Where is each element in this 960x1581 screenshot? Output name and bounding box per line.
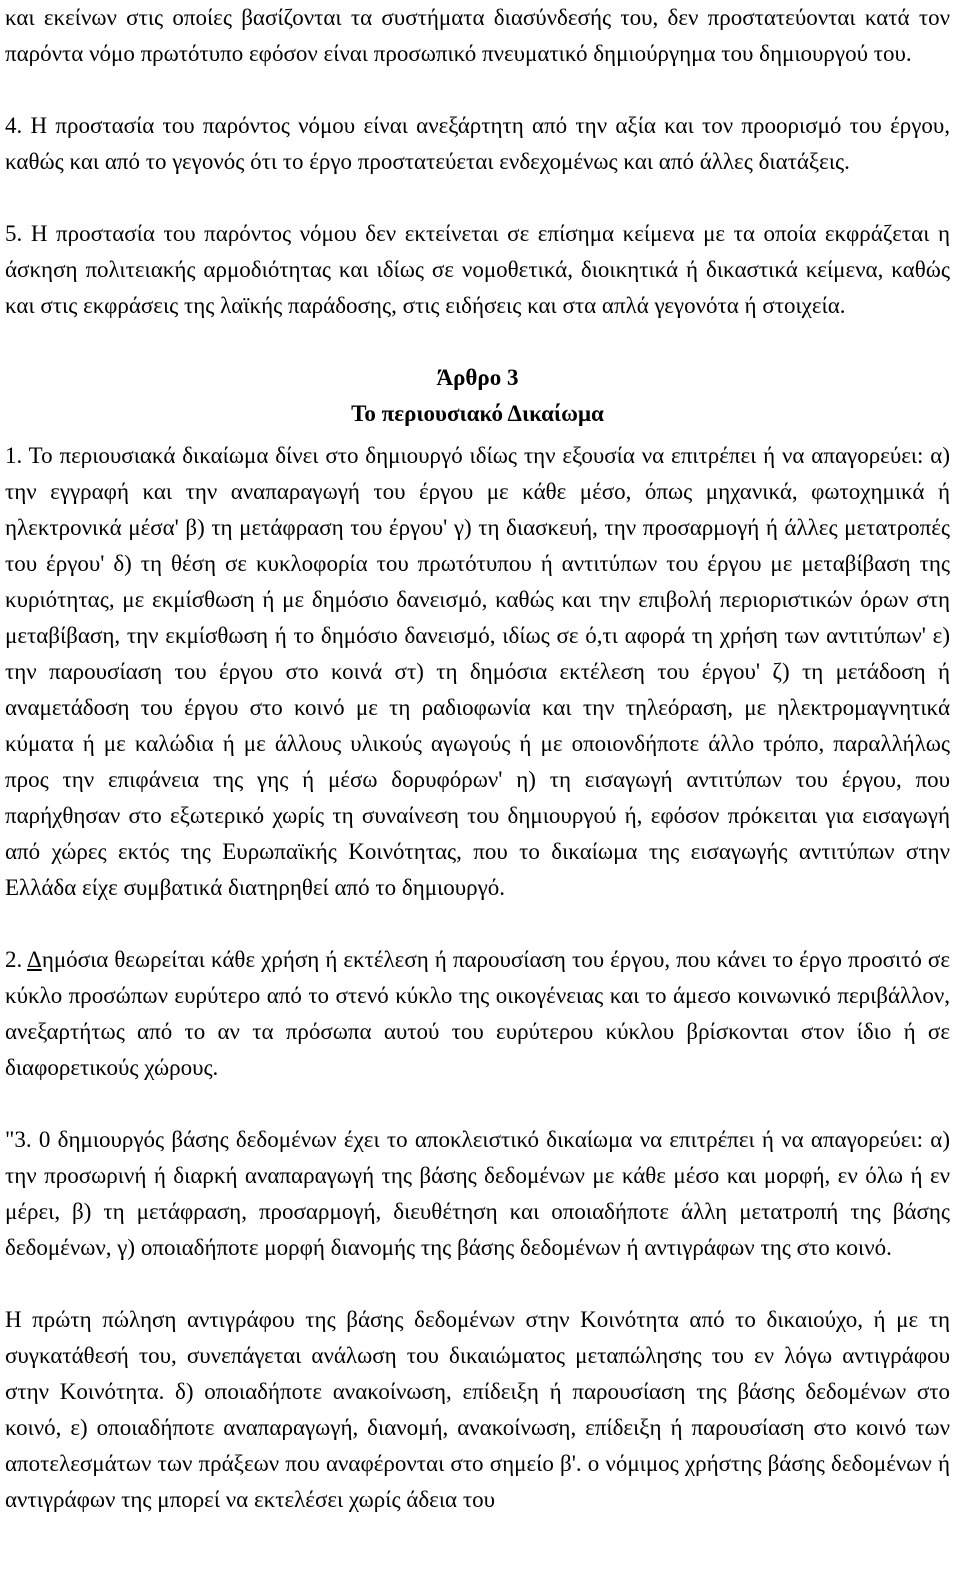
article-number: Άρθρο 3 xyxy=(436,365,519,390)
paragraph-2-underlined-letter: Δ xyxy=(27,947,42,972)
article-title: Το περιουσιακό Δικαίωμα xyxy=(351,401,604,426)
document-page xyxy=(5,0,950,1518)
paragraph-2-number: 2. xyxy=(5,947,28,972)
paragraph-5: 5. Η προστασία του παρόντος νόμου δεν εκτείνεται σε επίσημα κείμενα με τα οποία εκφράζεται η άσκηση πολιτειακής αρμοδιότητας και ιδίως σε νομοθετικά, διοικητικά ή δικαστικά κείμενα, καθώς και στις εκφράσεις της λαϊκής παράδοσης, στις ειδήσεις και στα απλά γεγονότα ή στοιχεία. xyxy=(5,221,950,318)
paragraph-2-text: ημόσια θεωρείται κάθε χρήση ή εκτέλεση ή παρουσίαση του έργου, που κάνει το έργο προσιτό σε κύκλο προσώπων ευρύτερο από το στενό κύκλο της οικογένειας και το άμεσο κοινωνικό περιβάλλον, ανεξαρτήτως από το αν τα πρόσωπα αυτού του ευρύτερου κύκλου βρίσκονται στον ίδιο ή σε διαφορετικούς χώρους. xyxy=(5,947,950,1080)
paragraph-4: 4. Η προστασία του παρόντος νόμου είναι ανεξάρτητη από την αξία και τον προορισμό του έργου, καθώς και από το γεγονός ότι το έργο προστατεύεται ενδεχομένως και από άλλες διατάξεις. xyxy=(5,113,950,174)
article-3-paragraph-3: "3. 0 δημιουργός βάσης δεδομένων έχει το αποκλειστικό δικαίωμα να επιτρέπει ή να απαγορεύει: α) την προσωρινή ή διαρκή αναπαραγωγή της βάσης δεδομένων με κάθε μέσο και μορφή, εν όλω ή εν μέρει, β) τη μετάφραση, προσαρμογή, διευθέτηση και οποιαδήποτε άλλη μετατροπή της βάσης δεδομένων, γ) οποιαδήποτε μορφή διανομής της βάσης δεδομένων ή αντιγράφων της στο κοινό. xyxy=(5,1127,950,1260)
paragraph-continuation: και εκείνων στις οποίες βασίζονται τα συστήματα διασύνδεσής του, δεν προστατεύονται κατά τον παρόντα νόμο πρωτότυπο εφόσον είναι προσωπικό πνευματικό δημιούργημα του δημιουργού του. xyxy=(5,5,950,66)
article-3-paragraph-2 xyxy=(5,942,950,1086)
article-3-paragraph-1: 1. Το περιουσιακά δικαίωμα δίνει στο δημιουργό ιδίως την εξουσία να επιτρέπει ή να απαγορεύει: α) την εγγραφή και την αναπαραγωγή του έργου με κάθε μέσο, όπως μηχανικά, φωτοχημικά ή ηλεκτρονικά μέσα' β) τη μετάφραση του έργου' γ) τη διασκευή, την προσαρμογή ή άλλες μετατροπές του έργου' δ) τη θέση σε κυκλοφορία του πρωτότυπου ή αντιτύπων του έργου με μεταβίβαση της κυριότητας, με εκμίσθωση ή με δημόσιο δανεισμό, καθώς και την επιβολή περιοριστικών όρων στη μεταβίβαση, την εκμίσθωση ή το δημόσιο δανεισμό, ιδίως σε ό,τι αφορά τη χρήση των αντιτύπων' ε) την παρουσίαση του έργου στο κοινά στ) τη δημόσια εκτέλεση του έργου' ζ) τη μετάδοση ή αναμετάδοση του έργου στο κοινό με τη ραδιοφωνία και την τηλεόραση, με ηλεκτρομαγνητικά κύματα ή με καλώδια ή με άλλους υλικούς αγωγούς ή με οποιονδήποτε άλλο τρόπο, παραλλήλως προς την επιφάνεια της γης ή μέσω δορυφόρων' η) τη εισαγωγή αντιτύπων του έργου, που παρήχθησαν στο εξωτερικό χωρίς τη συναίνεση του δημιουργού ή, εφόσον πρόκειται για εισαγωγή από χώρες εκτός της Ευρωπαϊκής Κοινότητας, που το δικαίωμα της εισαγωγής αντιτύπων στην Ελλάδα είχε συμβατικά διατηρηθεί από το δημιουργό. xyxy=(5,443,950,900)
article-heading xyxy=(5,360,950,432)
article-3-paragraph-4: Η πρώτη πώληση αντιγράφου της βάσης δεδομένων στην Κοινότητα από το δικαιούχο, ή με τη συγκατάθεσή του, συνεπάγεται ανάλωση του δικαιώματος μεταπώλησης του εν λόγω αντιγράφου στην Κοινότητα. δ) οποιαδήποτε ανακοίνωση, επίδειξη ή παρουσίαση της βάσης δεδομένων στο κοινό, ε) οποιαδήποτε αναπαραγωγή, διανομή, ανακοίνωση, επίδειξη ή παρουσίαση στο κοινό των αποτελεσμάτων των πράξεων που αναφέρονται στο σημείο β'. ο νόμιμος χρήστης βάσης δεδομένων ή αντιγράφων της μπορεί να εκτελέσει χωρίς άδεια του xyxy=(5,1307,950,1512)
